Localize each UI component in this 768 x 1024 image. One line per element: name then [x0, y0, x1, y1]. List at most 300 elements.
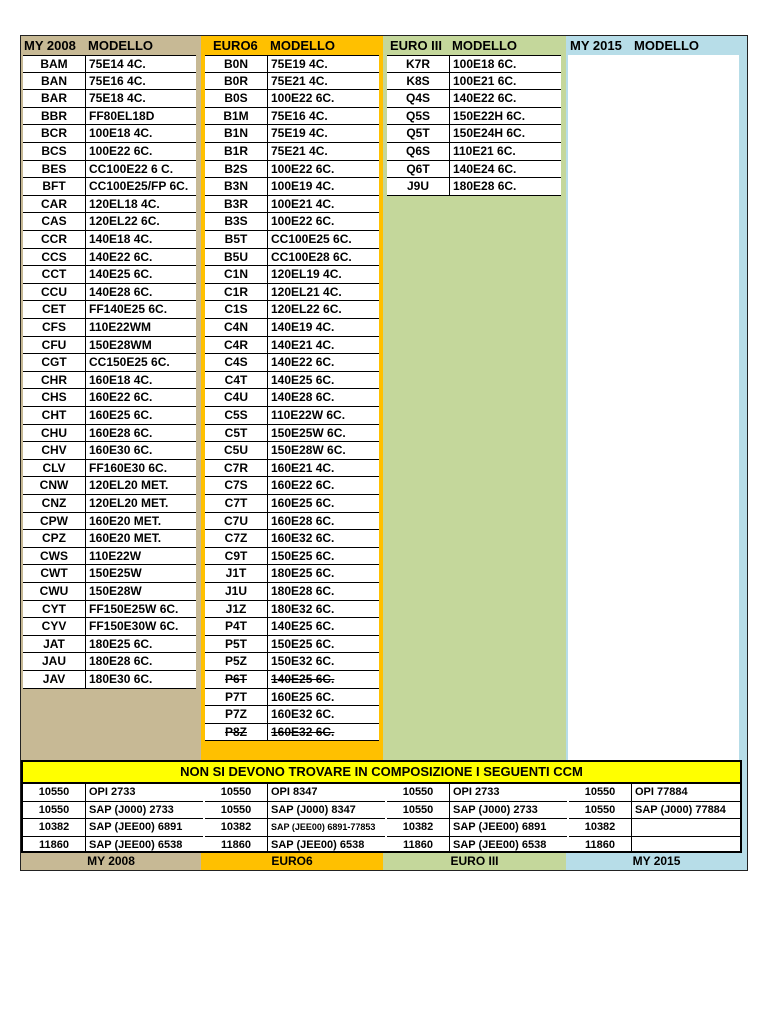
- ccm-code-cell: B2S: [205, 161, 268, 178]
- model-cell: 150E28W 6C.: [271, 443, 346, 458]
- table-row: [387, 161, 561, 179]
- euro6-code-header: EURO6: [213, 38, 258, 53]
- ccm-code-cell: P5Z: [205, 653, 268, 670]
- model-cell: 160E25 6C.: [89, 408, 153, 422]
- notice-ccm-code: 10382: [23, 819, 86, 836]
- ccm-code-cell: BAM: [23, 56, 86, 72]
- model-cell: 110E22W 6C.: [271, 408, 346, 422]
- model-cell: 100E22 6C.: [271, 91, 335, 106]
- table-row: [23, 319, 196, 337]
- table-row: [205, 372, 379, 390]
- ccm-code-cell: CNZ: [23, 495, 86, 512]
- euro6-band: [201, 36, 383, 870]
- model-cell: 150E25W: [89, 566, 142, 581]
- table-row: [205, 477, 379, 495]
- ccm-code-cell: Q4S: [387, 90, 450, 107]
- table-row: [205, 249, 379, 267]
- ccm-code-cell: B0N: [205, 56, 268, 72]
- model-cell: 150E25W 6C.: [271, 425, 346, 440]
- table-row: [23, 530, 196, 548]
- model-cell: 180E28 6C.: [271, 584, 335, 598]
- ccm-code-cell: C4R: [205, 337, 268, 354]
- ccm-code-cell: C5S: [205, 407, 268, 424]
- table-row: [23, 161, 196, 179]
- my2008-band: [21, 36, 201, 870]
- model-cell: 110E22W: [89, 548, 142, 563]
- model-cell: 160E25 6C.: [271, 496, 335, 510]
- my2008-code-header: MY 2008: [24, 38, 76, 53]
- table-row: [23, 460, 196, 478]
- table-row: [23, 249, 196, 267]
- notice-ccm-ref: OPI 8347: [271, 786, 318, 798]
- notice-row: [205, 784, 385, 802]
- table-row: [387, 73, 561, 91]
- notice-ccm-ref: SAP (JEE00) 6891-77853: [271, 822, 376, 833]
- model-cell: 120EL22 6C.: [89, 214, 160, 229]
- table-row: [23, 178, 196, 196]
- model-cell: CC150E25 6C.: [89, 355, 170, 370]
- my2008-model-header: MODELLO: [88, 38, 153, 53]
- notice-ccm-code: 10550: [23, 784, 86, 801]
- ccm-code-cell: C7T: [205, 495, 268, 512]
- model-cell: 100E21 4C.: [271, 196, 335, 211]
- ccm-code-cell: J1U: [205, 583, 268, 600]
- model-cell: 140E18 4C.: [89, 232, 153, 246]
- table-row: [205, 460, 379, 478]
- ccm-code-cell: C1S: [205, 301, 268, 318]
- table-row: [205, 601, 379, 619]
- notice-ccm-code: 10550: [387, 802, 450, 819]
- notice-row: [205, 819, 385, 837]
- model-cell: 120EL18 4C.: [89, 196, 160, 211]
- table-row: [205, 653, 379, 671]
- notice-ccm-code: 11860: [23, 837, 86, 854]
- model-cell: 150E22H 6C.: [453, 108, 526, 123]
- table-row: [23, 90, 196, 108]
- ccm-code-cell: CFU: [23, 337, 86, 354]
- footer-bar: [21, 853, 749, 870]
- ccm-code-cell: CGT: [23, 354, 86, 371]
- model-cell: 75E16 4C.: [89, 73, 146, 88]
- model-cell: 75E21 4C.: [271, 144, 328, 158]
- ccm-code-cell: CWU: [23, 583, 86, 600]
- model-cell: 75E19 4C.: [271, 126, 328, 141]
- notice-row: [569, 837, 740, 855]
- ccm-code-cell: JAU: [23, 653, 86, 670]
- table-row: [205, 495, 379, 513]
- footer-euro3: EURO III: [383, 853, 566, 870]
- table-row: [205, 407, 379, 425]
- model-cell: 140E22 6C.: [271, 355, 335, 370]
- my2015-code-header: MY 2015: [570, 38, 622, 53]
- my2015-empty-area: [568, 55, 739, 760]
- notice-my2008: [23, 784, 203, 851]
- ccm-code-cell: K7R: [387, 56, 450, 72]
- ccm-code-cell: CWS: [23, 548, 86, 565]
- table-row: [23, 671, 196, 689]
- model-cell: 75E14 4C.: [89, 57, 146, 71]
- ccm-code-cell: CET: [23, 301, 86, 318]
- table-row: [23, 495, 196, 513]
- table-row: [205, 266, 379, 284]
- ccm-code-cell: C7R: [205, 460, 268, 477]
- table-row: [23, 583, 196, 601]
- model-cell: 120EL19 4C.: [271, 267, 342, 282]
- ccm-code-cell: C7U: [205, 513, 268, 530]
- model-cell: 160E22 6C.: [271, 478, 335, 493]
- model-cell: 150E28W: [89, 584, 142, 598]
- notice-ccm-ref: SAP (JEE00) 6538: [89, 838, 183, 851]
- model-cell: 180E25 6C.: [271, 566, 335, 581]
- table-row: [387, 143, 561, 161]
- model-cell: 180E28 6C.: [453, 179, 517, 194]
- model-cell: 140E22 6C.: [89, 249, 153, 264]
- ccm-code-cell: CHR: [23, 372, 86, 389]
- notice-ccm-ref: SAP (JEE00) 6538: [453, 838, 547, 851]
- footer-my2008: MY 2008: [21, 853, 201, 870]
- model-cell: 140E25 6C.: [271, 672, 335, 686]
- ccm-code-cell: C1N: [205, 266, 268, 283]
- model-cell: 75E21 4C.: [271, 73, 328, 88]
- table-row: [205, 354, 379, 372]
- notice-ccm-code: 10382: [387, 819, 450, 836]
- table-row: [387, 178, 561, 196]
- table-row: [387, 125, 561, 143]
- ccm-code-cell: B1M: [205, 108, 268, 125]
- model-cell: 100E22 6C.: [271, 161, 335, 176]
- ccm-code-cell: B3S: [205, 213, 268, 230]
- ccm-code-cell: CYT: [23, 601, 86, 618]
- table-row: [23, 477, 196, 495]
- ccm-code-cell: CWT: [23, 565, 86, 582]
- footer-euro6: EURO6: [201, 853, 383, 870]
- ccm-code-cell: BCR: [23, 125, 86, 142]
- notice-ccm-code: 11860: [387, 837, 450, 854]
- euro6-model-header: MODELLO: [270, 38, 335, 53]
- table-row: [205, 143, 379, 161]
- notice-ccm-ref: SAP (J000) 8347: [271, 803, 356, 816]
- my2015-band: [566, 36, 747, 870]
- model-cell: 75E18 4C.: [89, 91, 146, 106]
- model-cell: 180E28 6C.: [89, 654, 153, 669]
- notice-ccm-code: 10550: [569, 784, 632, 801]
- ccm-code-cell: CCU: [23, 284, 86, 301]
- notice-ccm-code: 10550: [569, 802, 632, 819]
- ccm-code-cell: CYV: [23, 618, 86, 635]
- notice-row: [23, 819, 203, 837]
- ccm-code-cell: B3R: [205, 196, 268, 213]
- table-row: [23, 266, 196, 284]
- model-cell: 160E25 6C.: [271, 689, 335, 704]
- model-cell: FF150E30W 6C.: [89, 619, 179, 634]
- notice-row: [23, 837, 203, 855]
- ccm-code-cell: P7T: [205, 689, 268, 706]
- notice-ccm-code: 10550: [205, 802, 268, 819]
- table-row: [23, 143, 196, 161]
- table-row: [205, 284, 379, 302]
- ccm-code-cell: P8Z: [205, 724, 268, 741]
- ccm-code-cell: CPW: [23, 513, 86, 530]
- ccm-code-cell: CFS: [23, 319, 86, 336]
- model-cell: 140E25 6C.: [271, 372, 335, 387]
- ccm-code-cell: B5T: [205, 231, 268, 248]
- ccm-compatibility-sheet: [20, 35, 748, 871]
- notice-ccm-code: 11860: [205, 837, 268, 854]
- model-cell: 180E32 6C.: [271, 601, 335, 616]
- table-row: [205, 231, 379, 249]
- notice-ccm-ref: SAP (J000) 77884: [635, 803, 726, 816]
- table-row: [23, 301, 196, 319]
- table-row: [205, 178, 379, 196]
- notice-row: [387, 819, 567, 837]
- table-row: [205, 724, 379, 742]
- table-row: [205, 706, 379, 724]
- notice-row: [387, 837, 567, 855]
- notice-row: [23, 802, 203, 820]
- notice-ccm-ref: SAP (J000) 2733: [453, 803, 538, 816]
- model-cell: 100E22 6C.: [89, 144, 153, 158]
- table-row: [205, 55, 379, 73]
- model-cell: 140E22 6C.: [453, 91, 517, 106]
- notice-ccm-ref: OPI 2733: [89, 786, 136, 798]
- model-cell: CC100E25/FP 6C.: [89, 179, 189, 194]
- table-row: [23, 618, 196, 636]
- notice-title: NON SI DEVONO TROVARE IN COMPOSIZIONE I SEGUENTI CCM: [23, 762, 740, 784]
- notice-ccm-code: 10550: [205, 784, 268, 801]
- model-cell: 150E25 6C.: [271, 548, 335, 563]
- table-row: [205, 319, 379, 337]
- table-row: [205, 636, 379, 654]
- model-cell: 160E28 6C.: [271, 513, 335, 528]
- ccm-code-cell: BCS: [23, 143, 86, 160]
- table-row: [387, 90, 561, 108]
- model-cell: 100E21 6C.: [453, 73, 517, 88]
- ccm-code-cell: C4S: [205, 354, 268, 371]
- ccm-code-cell: Q6T: [387, 161, 450, 178]
- model-cell: 160E22 6C.: [89, 390, 153, 405]
- table-row: [23, 548, 196, 566]
- ccm-code-cell: CCR: [23, 231, 86, 248]
- notice-ccm-code: 10382: [569, 819, 632, 836]
- model-cell: 140E21 4C.: [271, 337, 335, 352]
- table-row: [387, 55, 561, 73]
- ccm-code-cell: CPZ: [23, 530, 86, 547]
- excluded-ccm-notice: [21, 760, 742, 853]
- notice-ccm-code: 11860: [569, 837, 632, 854]
- table-row: [23, 337, 196, 355]
- model-cell: 160E32 6C.: [271, 531, 335, 546]
- notice-ccm-ref: OPI 77884: [635, 786, 688, 798]
- table-row: [205, 161, 379, 179]
- table-row: [23, 601, 196, 619]
- euro3-code-header: EURO III: [390, 38, 443, 53]
- model-cell: 180E30 6C.: [89, 672, 153, 686]
- ccm-code-cell: C5T: [205, 425, 268, 442]
- table-row: [23, 372, 196, 390]
- notice-ccm-ref: [632, 837, 740, 854]
- ccm-code-cell: C7Z: [205, 530, 268, 547]
- table-row: [23, 231, 196, 249]
- table-row: [205, 671, 379, 689]
- ccm-code-cell: BBR: [23, 108, 86, 125]
- notice-my2015: [569, 784, 740, 851]
- table-row: [205, 337, 379, 355]
- table-row: [205, 73, 379, 91]
- table-row: [205, 213, 379, 231]
- model-cell: 160E30 6C.: [89, 443, 153, 458]
- model-cell: 100E22 6C.: [271, 214, 335, 229]
- ccm-code-cell: B0R: [205, 73, 268, 90]
- ccm-code-cell: B1R: [205, 143, 268, 160]
- model-cell: CC100E25 6C.: [271, 232, 352, 246]
- model-cell: FF140E25 6C.: [89, 302, 168, 317]
- footer-my2015: MY 2015: [566, 853, 747, 870]
- table-row: [205, 442, 379, 460]
- table-row: [23, 125, 196, 143]
- model-cell: 100E18 6C.: [453, 57, 517, 71]
- ccm-code-cell: CNW: [23, 477, 86, 494]
- table-row: [205, 196, 379, 214]
- ccm-code-cell: J9U: [387, 178, 450, 195]
- table-row: [23, 407, 196, 425]
- table-row: [23, 284, 196, 302]
- ccm-code-cell: P7Z: [205, 706, 268, 723]
- table-row: [205, 301, 379, 319]
- ccm-code-cell: C7S: [205, 477, 268, 494]
- model-cell: 140E28 6C.: [89, 284, 153, 299]
- table-row: [205, 565, 379, 583]
- table-row: [205, 425, 379, 443]
- table-row: [205, 530, 379, 548]
- ccm-code-cell: C4N: [205, 319, 268, 336]
- ccm-code-cell: BES: [23, 161, 86, 178]
- ccm-code-cell: CAR: [23, 196, 86, 213]
- model-cell: 140E28 6C.: [271, 390, 335, 405]
- ccm-code-cell: CHU: [23, 425, 86, 442]
- model-cell: 140E25 6C.: [271, 619, 335, 634]
- notice-ccm-ref: SAP (JEE00) 6538: [271, 838, 365, 851]
- ccm-code-cell: C4T: [205, 372, 268, 389]
- my2015-model-header: MODELLO: [634, 38, 699, 53]
- ccm-code-cell: P6T: [205, 671, 268, 688]
- ccm-code-cell: JAV: [23, 671, 86, 688]
- model-cell: 140E24 6C.: [453, 161, 517, 176]
- model-cell: 100E18 4C.: [89, 126, 153, 141]
- ccm-code-cell: B0S: [205, 90, 268, 107]
- table-row: [205, 513, 379, 531]
- model-cell: 180E25 6C.: [89, 636, 153, 651]
- model-cell: 75E16 4C.: [271, 108, 328, 123]
- table-row: [205, 108, 379, 126]
- ccm-code-cell: P5T: [205, 636, 268, 653]
- model-cell: 150E24H 6C.: [453, 126, 526, 141]
- ccm-code-cell: CHV: [23, 442, 86, 459]
- table-row: [23, 653, 196, 671]
- table-row: [205, 583, 379, 601]
- ccm-code-cell: JAT: [23, 636, 86, 653]
- ccm-code-cell: P4T: [205, 618, 268, 635]
- model-cell: 110E22WM: [89, 320, 152, 334]
- notice-ccm-code: 10382: [205, 819, 268, 836]
- ccm-code-cell: J1T: [205, 565, 268, 582]
- notice-row: [569, 819, 740, 837]
- table-row: [23, 108, 196, 126]
- table-row: [23, 73, 196, 91]
- notice-row: [387, 784, 567, 802]
- notice-euro6: [205, 784, 385, 851]
- notice-ccm-ref: OPI 2733: [453, 786, 500, 798]
- ccm-code-cell: BFT: [23, 178, 86, 195]
- ccm-code-cell: Q5T: [387, 125, 450, 142]
- ccm-code-cell: C9T: [205, 548, 268, 565]
- ccm-code-cell: C4U: [205, 389, 268, 406]
- ccm-code-cell: CHT: [23, 407, 86, 424]
- notice-euro3: [387, 784, 567, 851]
- model-cell: 160E20 MET.: [89, 513, 162, 528]
- model-cell: 160E28 6C.: [89, 425, 153, 440]
- table-row: [205, 90, 379, 108]
- model-cell: FF150E25W 6C.: [89, 601, 179, 616]
- table-row: [23, 513, 196, 531]
- table-row: [205, 689, 379, 707]
- table-row: [23, 425, 196, 443]
- table-row: [23, 196, 196, 214]
- model-cell: 120EL21 4C.: [271, 284, 342, 299]
- table-row: [23, 389, 196, 407]
- ccm-code-cell: CAS: [23, 213, 86, 230]
- model-cell: 160E20 MET.: [89, 531, 162, 546]
- ccm-code-cell: CCS: [23, 249, 86, 266]
- model-cell: 110E21 6C.: [453, 144, 516, 158]
- notice-ccm-code: 10550: [387, 784, 450, 801]
- notice-row: [387, 802, 567, 820]
- table-row: [23, 565, 196, 583]
- model-cell: CC100E22 6 C.: [89, 161, 174, 176]
- notice-ccm-ref: SAP (J000) 2733: [89, 803, 174, 816]
- model-cell: CC100E28 6C.: [271, 249, 352, 264]
- model-cell: 160E21 4C.: [271, 460, 335, 475]
- model-cell: 160E18 4C.: [89, 372, 153, 387]
- notice-row: [569, 784, 740, 802]
- model-cell: 100E19 4C.: [271, 179, 335, 194]
- notice-ccm-ref: [632, 819, 740, 836]
- ccm-code-cell: J1Z: [205, 601, 268, 618]
- notice-row: [205, 802, 385, 820]
- model-cell: FF160E30 6C.: [89, 460, 168, 475]
- table-row: [23, 55, 196, 73]
- table-row: [205, 548, 379, 566]
- table-row: [205, 389, 379, 407]
- ccm-code-cell: CHS: [23, 389, 86, 406]
- ccm-code-cell: BAN: [23, 73, 86, 90]
- ccm-code-cell: B3N: [205, 178, 268, 195]
- model-cell: 120EL22 6C.: [271, 302, 342, 317]
- table-row: [387, 108, 561, 126]
- table-row: [205, 618, 379, 636]
- model-cell: 120EL20 MET.: [89, 478, 169, 493]
- table-row: [23, 442, 196, 460]
- notice-row: [205, 837, 385, 855]
- ccm-code-cell: Q5S: [387, 108, 450, 125]
- table-row: [23, 636, 196, 654]
- ccm-code-cell: B1N: [205, 125, 268, 142]
- ccm-code-cell: Q6S: [387, 143, 450, 160]
- model-cell: 160E32 6C.: [271, 707, 335, 722]
- notice-row: [23, 784, 203, 802]
- notice-ccm-code: 10550: [23, 802, 86, 819]
- ccm-code-cell: CLV: [23, 460, 86, 477]
- model-cell: 150E28WM: [89, 337, 152, 352]
